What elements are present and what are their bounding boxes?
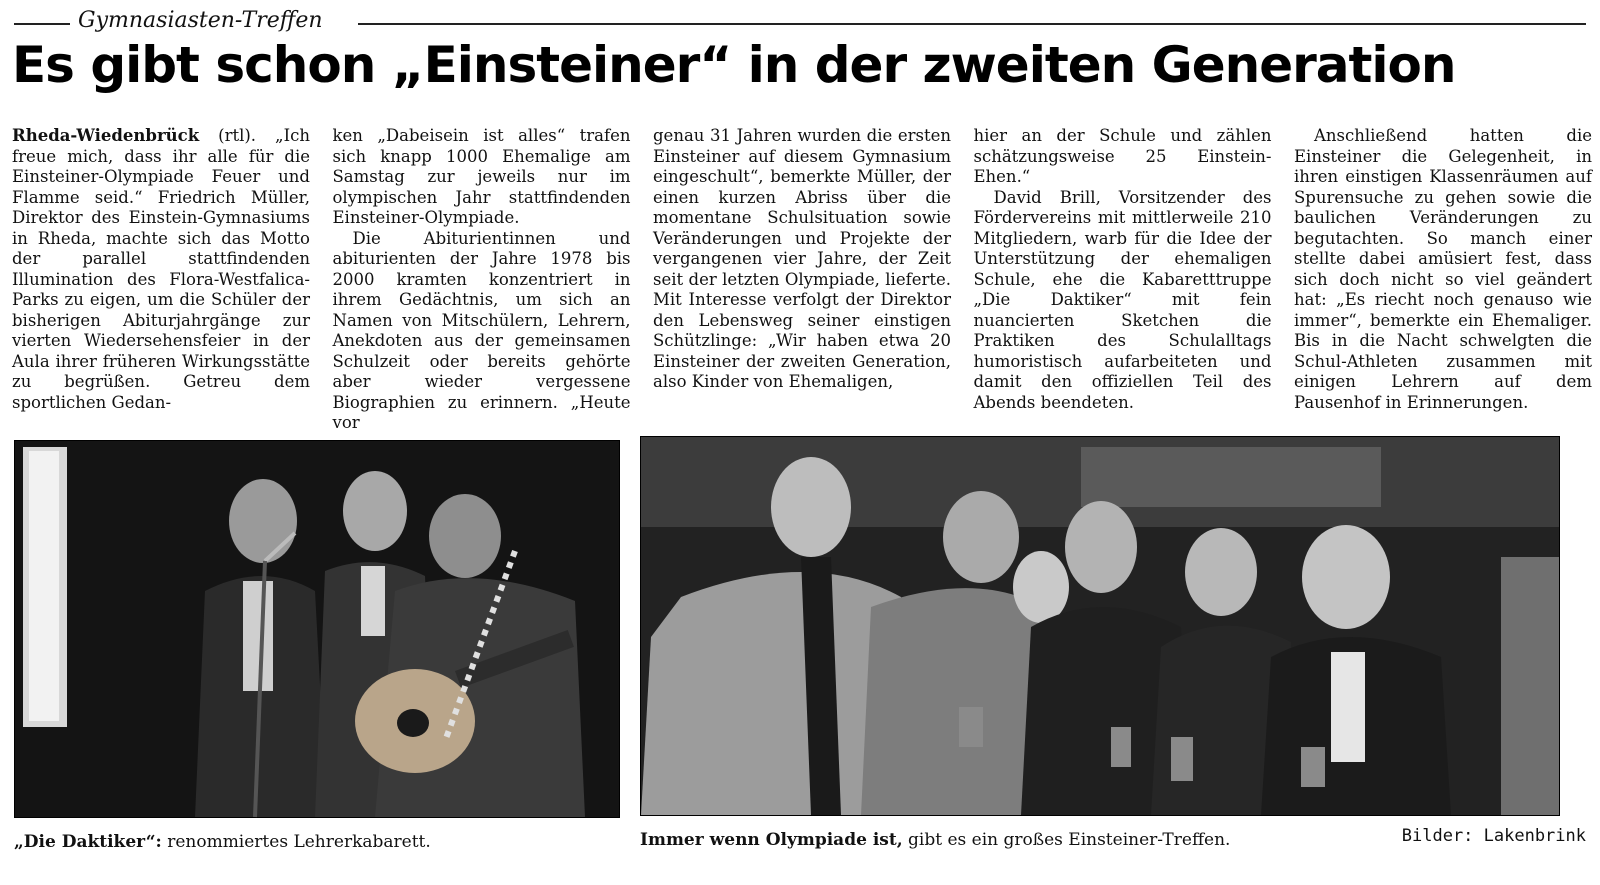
kicker-row bbox=[14, 8, 1586, 38]
paragraph: David Brill, Vorsitzender des Fördervereins mit mittlerweile 210 Mitgliedern, warb für die Idee der Unterstützung der ehemaligen Schule, ehe die Kabaretttruppe „Die Daktiker“ mit fein nuancierten Sketchen die Praktiken des Schulalltags humoristisch aufarbeiteten und damit den offiziellen Teil des Abends beendeten. bbox=[973, 187, 1272, 412]
photo-reunion bbox=[640, 436, 1560, 816]
paragraph bbox=[12, 126, 310, 413]
caption-reunion-bold: Immer wenn Olympiade ist, bbox=[640, 830, 903, 850]
column-2 bbox=[332, 126, 631, 432]
photo-cabaret bbox=[14, 440, 620, 818]
paragraph: Die Abiturientinnen und abiturienten der Jahre 1978 bis 2000 kramten konzentriert in ihrem Gedächtnis, um sich an Namen von Mitschülern, Lehrern, Anekdoten aus der gemeinsamen Schulzeit oder bereits gehörte aber wieder vergessene Biographien zu erinnern. „Heute vor bbox=[332, 228, 631, 432]
paragraph: Anschließend hatten die Einsteiner die Gelegenheit, in ihren einstigen Klassenräumen auf Spurensuche zu gehen sowie die baulichen Veränderungen zu begutachten. So manch einer stellte dabei amüsiert fest, dass sich doch nicht so viel geändert hat: „Es riecht noch genauso wie immer“, bemerkte ein Ehemaliger. Bis in die Nacht schwelgten die Schul-Athleten zusammen mit einigen Lehrern auf dem Pausenhof in Erinnerungen. bbox=[1294, 126, 1592, 412]
headline: Es gibt schon „Einsteiner“ in der zweiten Generation bbox=[12, 36, 1456, 94]
column-1 bbox=[12, 126, 310, 416]
photo-reunion-image bbox=[641, 437, 1559, 815]
column-4 bbox=[974, 126, 1272, 416]
paragraph: ken „Dabeisein ist alles“ trafen sich knapp 1000 Ehemalige am Samstag zur jeweils nur im olympischen Jahr stattfindenden Einsteiner-Olympiade. bbox=[332, 126, 631, 227]
photo-credit: Bilder: Lakenbrink bbox=[1401, 826, 1586, 846]
caption-cabaret-text: renommiertes Lehrerkabarett. bbox=[161, 832, 431, 852]
column-3 bbox=[653, 126, 951, 416]
caption-cabaret bbox=[14, 832, 431, 852]
photo-cabaret-image bbox=[15, 441, 619, 817]
column-5 bbox=[1294, 126, 1592, 416]
kicker-rule-left bbox=[14, 23, 70, 25]
article-body bbox=[12, 126, 1592, 432]
paragraph: hier an der Schule und zählen schätzungsweise 25 Einstein-Ehen.“ bbox=[973, 126, 1272, 186]
dateline: Rheda-Wiedenbrück bbox=[12, 126, 200, 145]
paragraph-text: (rtl). „Ich freue mich, dass ihr alle für die Einsteiner-Olympiade Feuer und Flamme seid.“ Friedrich Müller, Direktor des Einstein-Gymnasiums in Rheda, machte sich das Motto der parallel stattfindenden Illumination des Flora-Westfalica-Parks zu eigen, um die Schüler der bisherigen Abiturjahrgänge zur vierten Wiedersehensfeier in der Aula ihrer früheren Wirkungsstätte zu begrüßen. Getreu dem sportlichen Gedan- bbox=[12, 126, 310, 412]
caption-cabaret-bold: „Die Daktiker“: bbox=[14, 832, 162, 852]
kicker-rule-right bbox=[358, 23, 1586, 25]
caption-reunion bbox=[640, 830, 1230, 850]
kicker: Gymnasiasten-Treffen bbox=[78, 8, 323, 33]
paragraph: genau 31 Jahren wurden die ersten Einsteiner auf diesem Gymnasium eingeschult“, bemerkte Müller, der einen kurzen Abriss über die momentane Schulsituation sowie Veränderungen und Projekte der vergangenen vier Jahre, der Zeit seit der letzten Olympiade, lieferte. Mit Interesse verfolgt der Direktor den Lebensweg seiner einstigen Schützlinge: „Wir haben etwa 20 Einsteiner der zweiten Generation, also Kinder von Ehemaligen, bbox=[653, 126, 951, 391]
caption-reunion-text: gibt es ein großes Einsteiner-Treffen. bbox=[902, 830, 1231, 850]
